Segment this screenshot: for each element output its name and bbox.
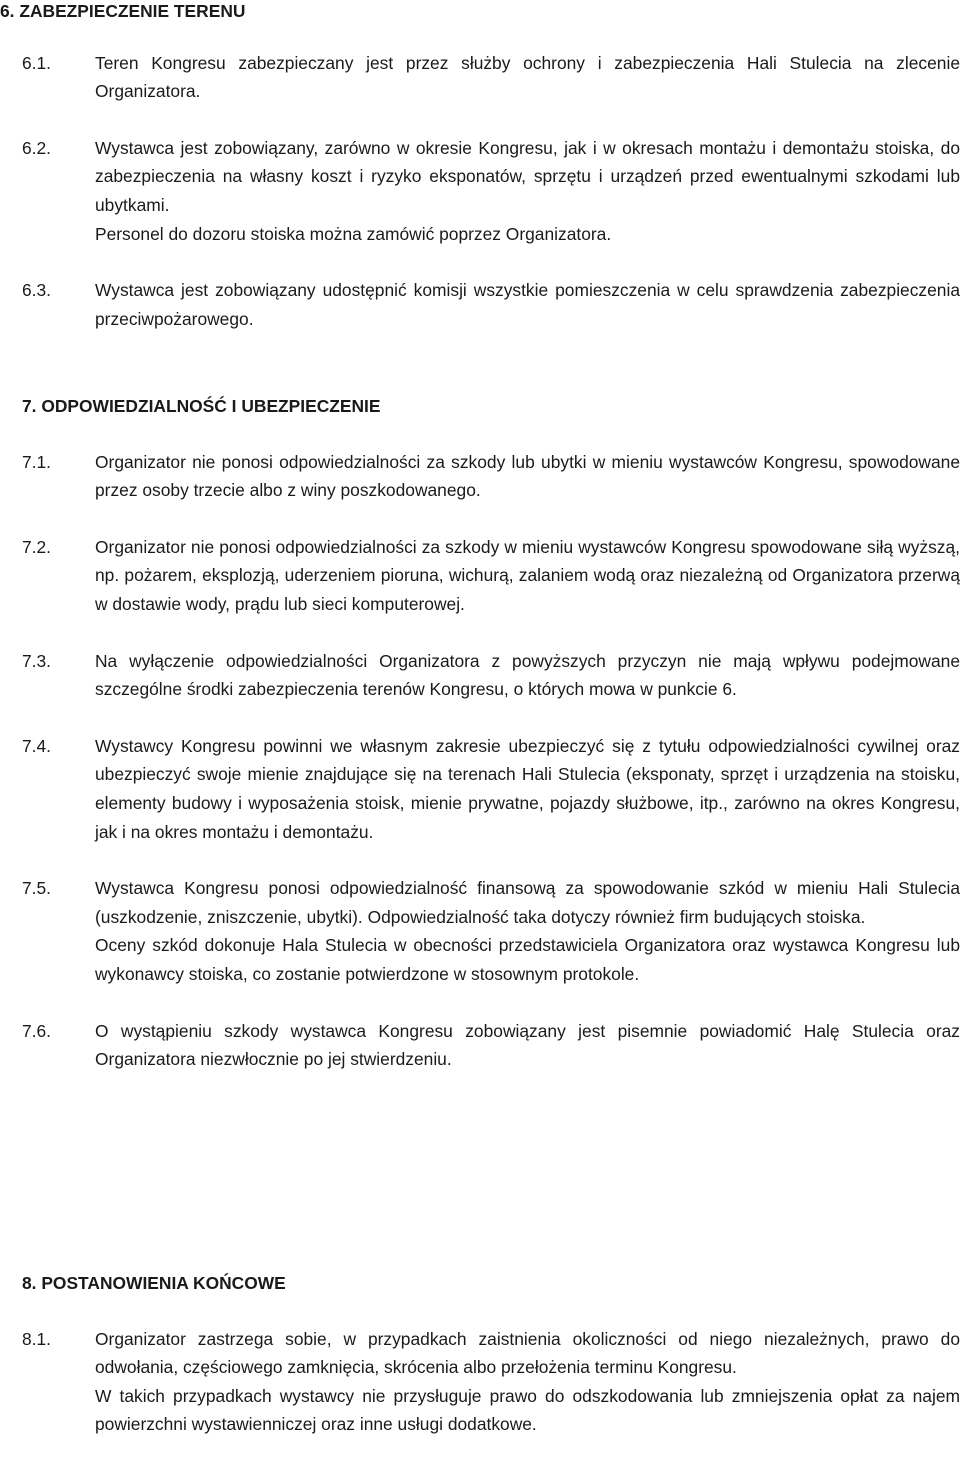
clause-7-2 — [0, 533, 960, 619]
clause-number: 8.1. — [22, 1328, 52, 1349]
section-7 — [0, 392, 960, 1074]
clause-paragraph: Wystawca jest zobowiązany, zarówno w okresie Kongresu, jak i w okresach montażu i demontażu stoiska, do zabezpieczenia na własny koszt i ryzyko eksponatów, sprzętu i urządzeń przed ewentualnymi szkodami lub ubytkami. — [95, 137, 960, 215]
clause-body — [95, 448, 960, 505]
clause-7-4 — [0, 732, 960, 846]
clause-paragraph: W takich przypadkach wystawcy nie przysługuje prawo do odszkodowania lub zmniejszenia opłat za najem powierzchni wystawienniczej oraz inne usługi dodatkowe. — [95, 1385, 960, 1435]
clause-6-2 — [0, 134, 960, 248]
clause-number: 7.5. — [22, 878, 52, 899]
clause-7-5 — [0, 874, 960, 988]
section-6 — [0, 0, 960, 333]
clause-number: 7.4. — [22, 735, 52, 756]
clause-paragraph: Organizator nie ponosi odpowiedzialności za szkody w mieniu wystawców Kongresu spowodowane siłą wyższą, np. pożarem, eksplozją, uderzeniem pioruna, wichurą, zalaniem wodą oraz niezależną od Organizatora przerwą w dostawie wody, prądu lub sieci komputerowej. — [95, 536, 960, 614]
clause-number: 7.6. — [22, 1020, 52, 1041]
clause-8-1 — [0, 1325, 960, 1439]
clause-body — [95, 732, 960, 846]
clause-6-3 — [0, 276, 960, 333]
clause-paragraph: Wystawcy Kongresu powinni we własnym zakresie ubezpieczyć się z tytułu odpowiedzialności cywilnej oraz ubezpieczyć swoje mienie znajdujące się na terenach Hali Stulecia (eksponaty, sprzęt i urządzenia na stoisku, elementy budowy i wyposażenia stoisk, mienie prywatne, pojazdy służbowe, itp., zarówno na okres Kongresu, jak i na okres montażu i demontażu. — [95, 735, 960, 842]
clause-7-6 — [0, 1017, 960, 1074]
clause-body — [95, 134, 960, 248]
clause-number: 7.2. — [22, 536, 52, 557]
section-heading: 6. ZABEZPIECZENIE TERENU — [0, 1, 246, 21]
clause-7-1 — [0, 448, 960, 505]
clause-body — [95, 533, 960, 619]
clause-paragraph: O wystąpieniu szkody wystawca Kongresu zobowiązany jest pisemnie powiadomić Halę Stulecia oraz Organizatora niezwłocznie po jej stwierdzeniu. — [95, 1020, 960, 1070]
clause-paragraph: Organizator zastrzega sobie, w przypadkach zaistnienia okoliczności od niego niezależnych, prawo do odwołania, częściowego zamknięcia, skrócenia albo przełożenia terminu Kongresu. — [95, 1328, 960, 1378]
clause-number: 7.1. — [22, 451, 52, 472]
clause-paragraph: Na wyłączenie odpowiedzialności Organizatora z powyższych przyczyn nie mają wpływu podejmowane szczególne środki zabezpieczenia terenów Kongresu, o których mowa w punkcie 6. — [95, 650, 960, 700]
clause-number: 6.1. — [22, 52, 52, 73]
clause-6-1 — [0, 49, 960, 106]
clause-body — [95, 1017, 960, 1074]
clause-body — [95, 874, 960, 988]
clause-paragraph: Wystawca Kongresu ponosi odpowiedzialność finansową za spowodowanie szkód w mieniu Hali Stulecia (uszkodzenie, zniszczenie, ubytki). Odpowiedzialność taka dotyczy również firm budujących stoiska. — [95, 878, 960, 927]
clause-body — [95, 276, 960, 333]
section-heading: 8. POSTANOWIENIA KOŃCOWE — [22, 1273, 286, 1293]
section-heading: 7. ODPOWIEDZIALNOŚĆ I UBEZPIECZENIE — [22, 396, 381, 416]
clause-paragraph: Teren Kongresu zabezpieczany jest przez służby ochrony i zabezpieczenia Hali Stulecia na zlecenie Organizatora. — [95, 52, 960, 102]
clause-body — [95, 49, 960, 106]
clause-number: 7.3. — [22, 650, 52, 671]
clause-7-3 — [0, 647, 960, 704]
clause-number: 6.3. — [22, 280, 52, 301]
clause-body — [95, 647, 960, 704]
section-8 — [0, 1269, 960, 1439]
clause-paragraph: Organizator nie ponosi odpowiedzialności za szkody lub ubytki w mieniu wystawców Kongresu, spowodowane przez osoby trzecie albo z winy poszkodowanego. — [95, 451, 960, 501]
clause-number: 6.2. — [22, 137, 52, 158]
clause-body — [95, 1325, 960, 1439]
clause-paragraph: Oceny szkód dokonuje Hala Stulecia w obecności przedstawiciela Organizatora oraz wystawca Kongresu lub wykonawcy stoiska, co zostanie potwierdzone w stosownym protokole. — [95, 935, 960, 984]
clause-paragraph: Wystawca jest zobowiązany udostępnić komisji wszystkie pomieszczenia w celu sprawdzenia zabezpieczenia przeciwpożarowego. — [95, 280, 960, 329]
clause-paragraph: Personel do dozoru stoiska można zamówić poprzez Organizatora. — [95, 223, 612, 244]
